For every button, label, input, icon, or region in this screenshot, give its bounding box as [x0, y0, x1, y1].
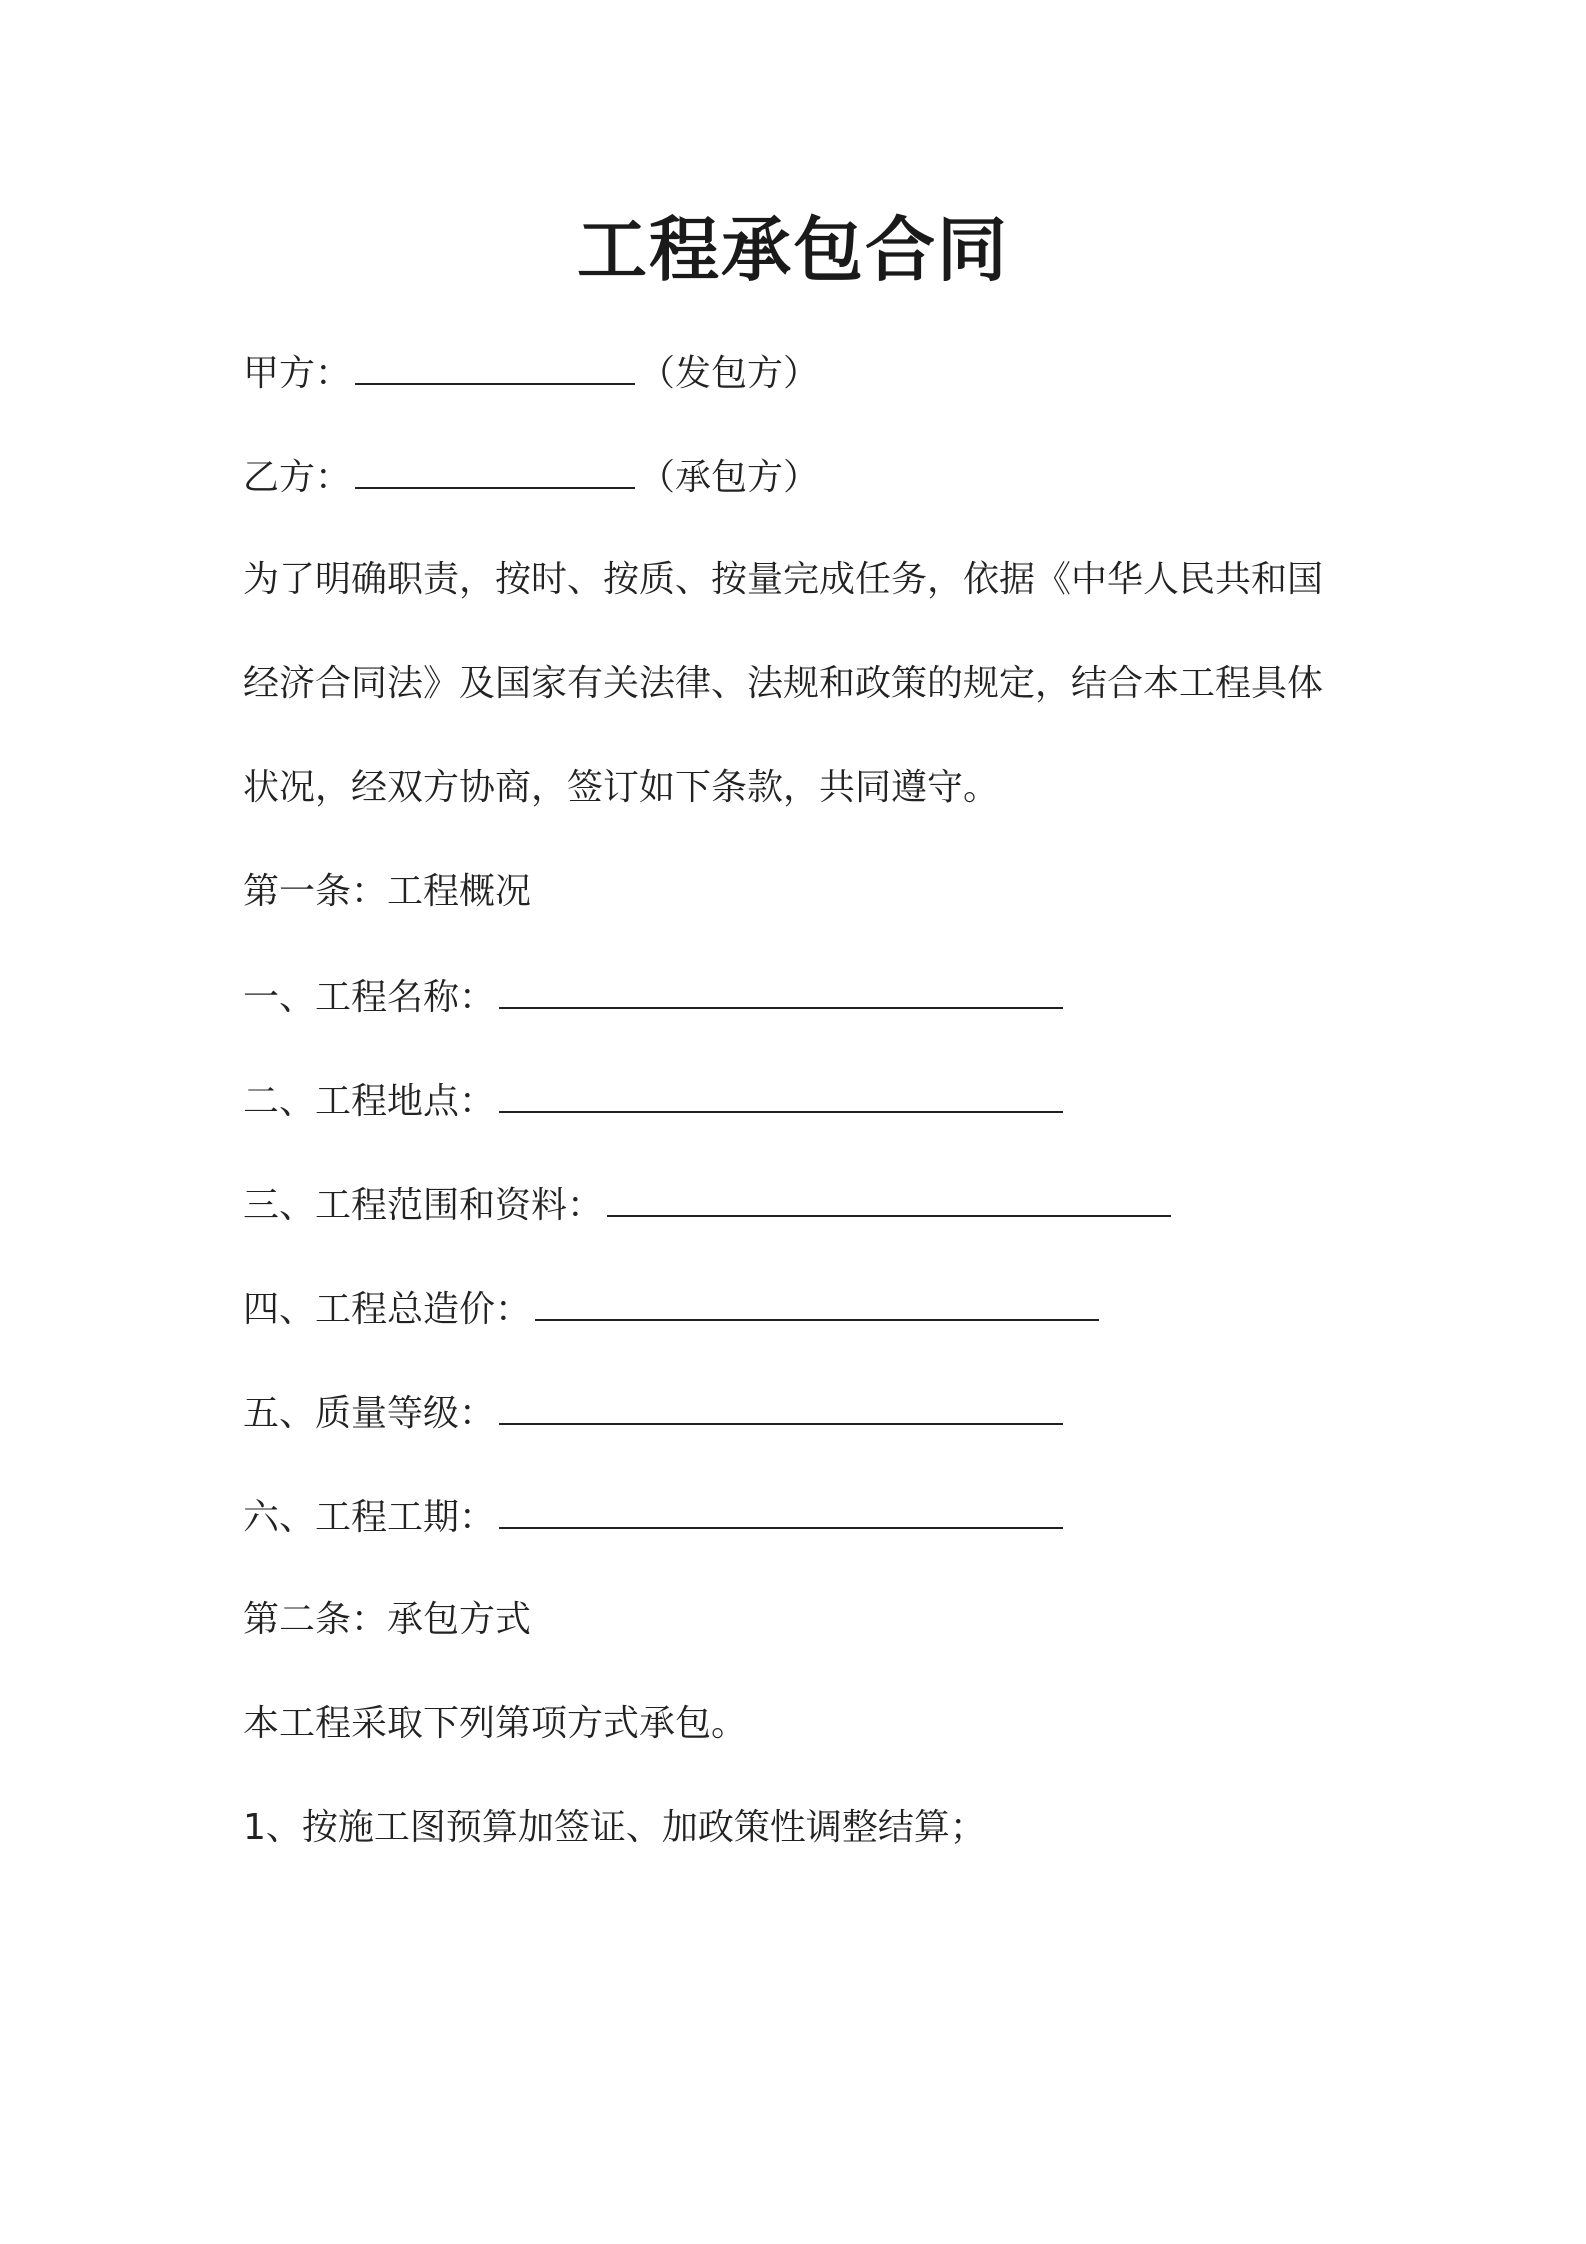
project-location-blank[interactable] — [499, 1075, 1063, 1113]
project-cost-blank[interactable] — [535, 1283, 1099, 1321]
party-a-label: 甲方： — [243, 353, 352, 394]
article-2-heading: 第二条：承包方式 — [243, 1599, 532, 1640]
project-scope-line — [243, 1179, 1175, 1231]
quality-grade-blank[interactable] — [499, 1387, 1063, 1425]
party-a-suffix: （发包方） — [639, 353, 820, 394]
party-a-blank[interactable] — [355, 347, 635, 385]
preamble-line-2: 经济合同法》及国家有关法律、法规和政策的规定，结合本工程具体 — [243, 663, 1324, 704]
preamble-line-3: 状况，经双方协商，签订如下条款，共同遵守。 — [243, 767, 1000, 808]
party-b-suffix: （承包方） — [639, 457, 820, 498]
project-location-label: 二、工程地点： — [243, 1081, 496, 1122]
party-b-line — [243, 451, 819, 503]
project-scope-label: 三、工程范围和资料： — [243, 1185, 604, 1226]
quality-grade-line — [243, 1387, 1067, 1439]
article-1-heading: 第一条：工程概况 — [243, 871, 532, 912]
project-cost-label: 四、工程总造价： — [243, 1289, 532, 1330]
party-b-label: 乙方： — [243, 457, 352, 498]
project-duration-line — [243, 1491, 1067, 1543]
quality-grade-label: 五、质量等级： — [243, 1393, 496, 1434]
project-name-blank[interactable] — [499, 971, 1063, 1009]
project-cost-line — [243, 1283, 1103, 1335]
project-name-line — [243, 971, 1067, 1023]
article-2-intro: 本工程采取下列第项方式承包。 — [243, 1703, 748, 1744]
document-title: 工程承包合同 — [577, 209, 1009, 291]
project-duration-blank[interactable] — [499, 1491, 1063, 1529]
project-name-label: 一、工程名称： — [243, 977, 496, 1018]
project-scope-blank[interactable] — [607, 1179, 1171, 1217]
project-duration-label: 六、工程工期： — [243, 1497, 496, 1538]
project-location-line — [243, 1075, 1067, 1127]
preamble-line-1: 为了明确职责，按时、按质、按量完成任务，依据《中华人民共和国 — [243, 559, 1324, 600]
party-a-line — [243, 347, 819, 399]
article-2-item-1: 1、按施工图预算加签证、加政策性调整结算； — [243, 1807, 986, 1848]
party-b-blank[interactable] — [355, 451, 635, 489]
